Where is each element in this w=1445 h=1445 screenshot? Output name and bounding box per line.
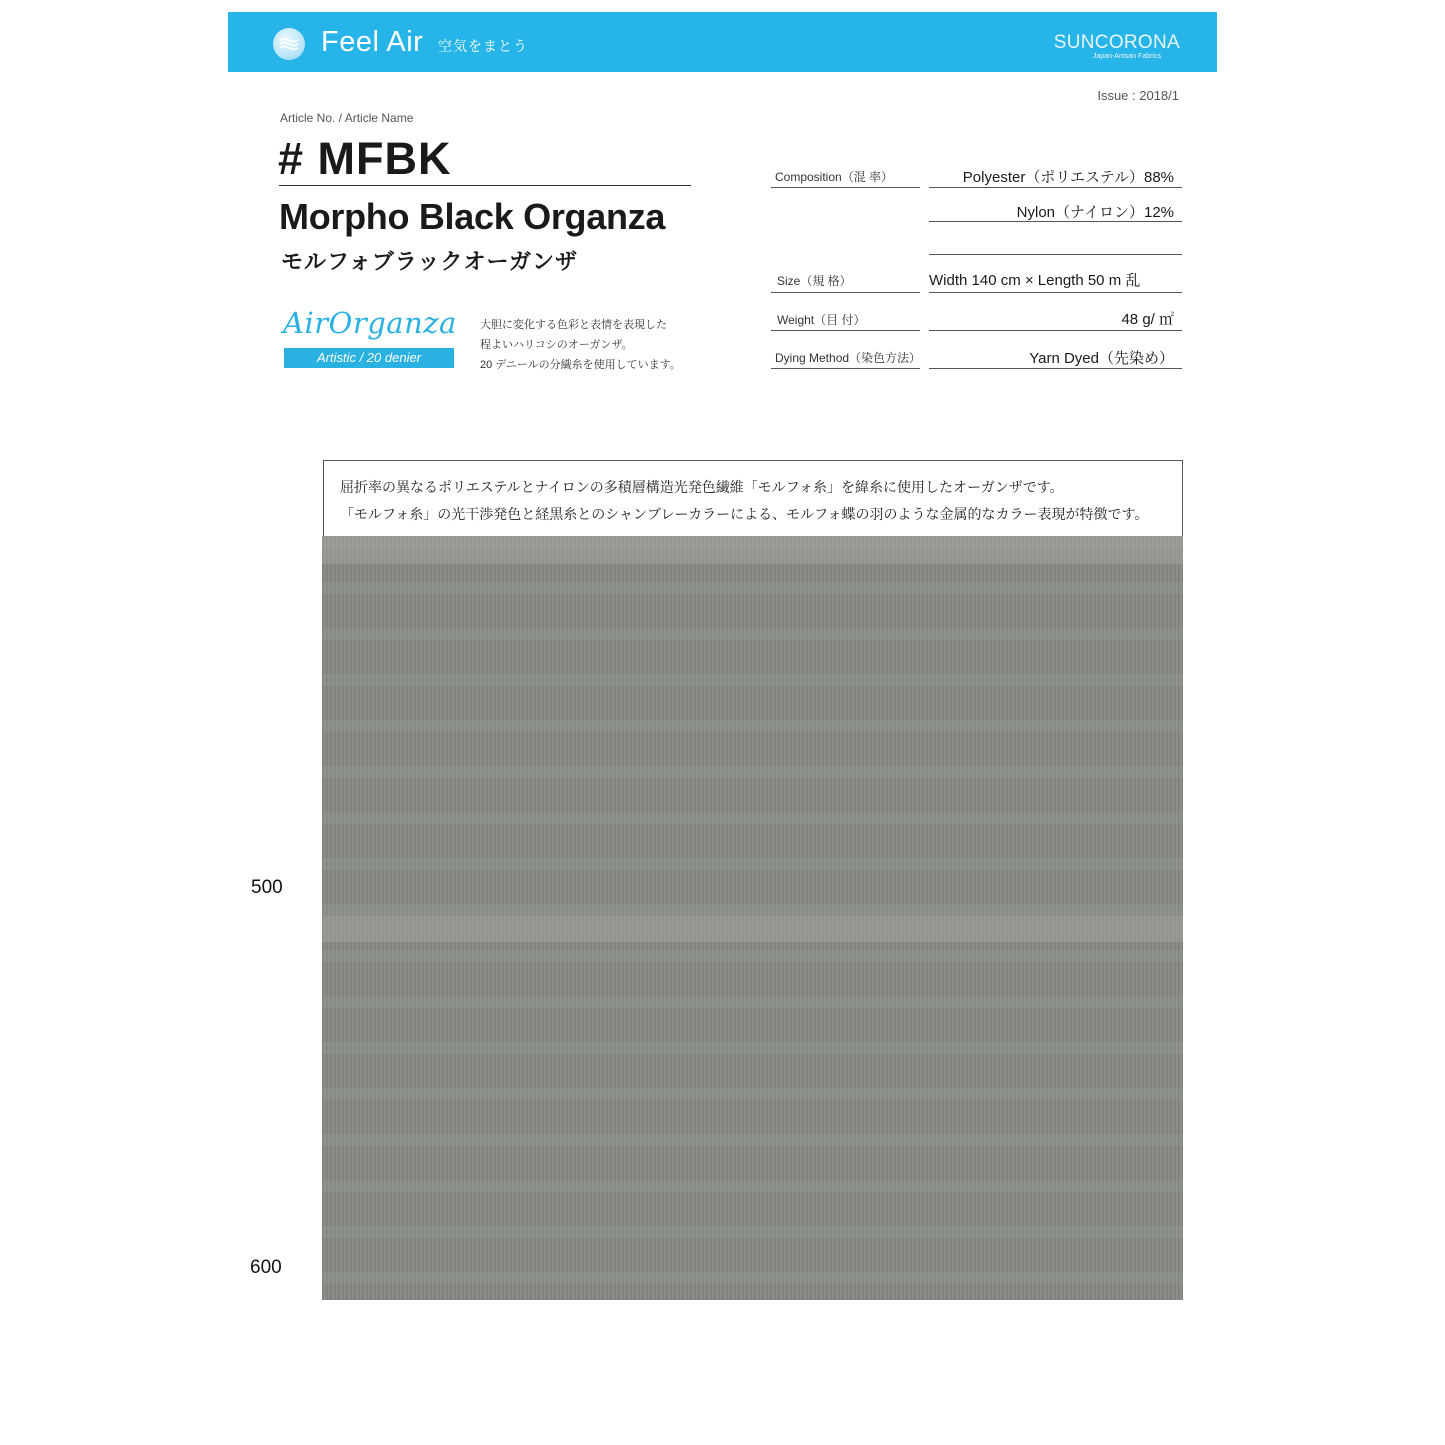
spec-rule	[929, 368, 1182, 369]
description-line: 20 デニールの分繊糸を使用しています。	[480, 359, 681, 371]
brand-tagline: 空気をまとう	[438, 38, 528, 54]
scale-mark-500: 500	[251, 877, 283, 898]
spec-rule	[929, 221, 1182, 222]
weight-label: Weight（目 付）	[777, 313, 866, 327]
air-organza-badge: Artistic / 20 denier	[284, 348, 454, 368]
spec-rule	[929, 292, 1182, 293]
spec-rule	[929, 330, 1182, 331]
spec-rule	[771, 292, 920, 293]
note-line: 「モルフォ糸」の光干渉発色と経黒糸とのシャンブレーカラーによる、モルフォ蝶の羽のような金属的なカラー表現が特徴です。	[340, 506, 1149, 522]
composition-value-2: Nylon（ナイロン）12%	[1016, 204, 1174, 221]
wave-lines-icon	[279, 36, 299, 52]
company-logo: SUNCORONA	[1053, 32, 1180, 53]
article-name: Morpho Black Organza	[279, 196, 666, 237]
composition-label: Composition（混 率）	[775, 170, 894, 184]
description-line: 大胆に変化する色彩と表情を表現した	[480, 319, 667, 331]
article-label: Article No. / Article Name	[280, 111, 414, 125]
fabric-texture	[322, 536, 1183, 1300]
scale-mark-600: 600	[250, 1257, 282, 1278]
spec-rule	[929, 254, 1182, 255]
fabric-swatch	[322, 536, 1183, 1300]
spec-rule	[771, 187, 920, 188]
spec-rule	[771, 330, 920, 331]
article-name-jp: モルフォブラックオーガンザ	[281, 249, 579, 274]
spec-rule	[929, 187, 1182, 188]
note-line: 屈折率の異なるポリエステルとナイロンの多積層構造光発色繊維「モルフォ糸」を緯糸に使用したオーガンザです。	[340, 479, 1064, 495]
issue-date: Issue : 2018/1	[1097, 88, 1179, 103]
size-label: Size（規 格）	[777, 274, 852, 288]
article-number: # MFBK	[278, 133, 452, 184]
weight-value: 48 g/ ㎡	[1121, 311, 1174, 328]
air-organza-logo: AirOrganza	[283, 306, 457, 340]
product-description	[480, 315, 681, 375]
composition-value-1: Polyester（ポリエステル）88%	[962, 169, 1174, 186]
dying-method-value: Yarn Dyed（先染め）	[1029, 350, 1174, 367]
spec-rule	[771, 368, 920, 369]
fabric-note	[340, 474, 1148, 528]
dying-method-label: Dying Method（染色方法）	[775, 351, 922, 365]
company-subtitle: Japan-Artisan Fabrics	[1092, 53, 1161, 60]
size-value: Width 140 cm × Length 50 m 乱	[929, 272, 1141, 289]
description-line: 程よいハリコシのオーガンザ。	[480, 339, 633, 351]
title-divider	[279, 185, 691, 186]
brand-name: Feel Air	[321, 26, 424, 58]
